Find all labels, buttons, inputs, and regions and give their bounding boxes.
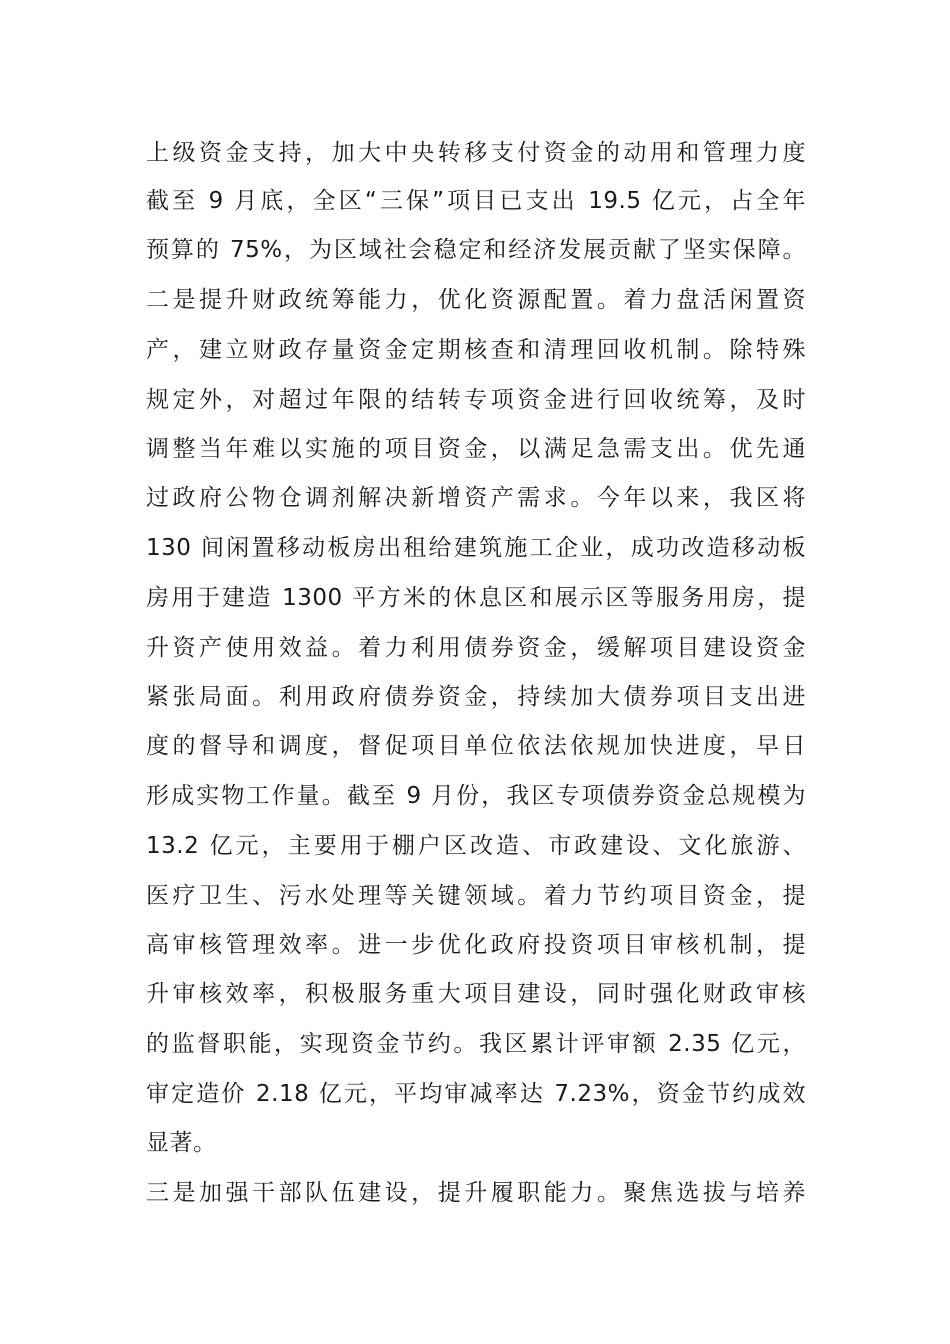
paragraph-line: 二是提升财政统筹能力，优化资源配置。着力盘活闲置资 xyxy=(146,287,806,313)
paragraph-line: 截至 9 月底，全区“三保”项目已支出 19.5 亿元，占全年 xyxy=(146,188,806,214)
paragraph-line: 调整当年难以实施的项目资金，以满足急需支出。优先通 xyxy=(146,436,806,462)
paragraph-line: 度的督导和调度，督促项目单位依法依规加快进度，早日 xyxy=(146,733,806,759)
paragraph-line: 医疗卫生、污水处理等关键领域。着力节约项目资金，提 xyxy=(146,883,806,909)
paragraph-line: 产，建立财政存量资金定期核查和清理回收机制。除特殊 xyxy=(146,337,806,363)
paragraph-line: 130 间闲置移动板房出租给建筑施工企业，成功改造移动板 xyxy=(146,535,806,561)
paragraph-line: 三是加强干部队伍建设，提升履职能力。聚焦选拔与培养 xyxy=(146,1180,806,1206)
paragraph-line: 升资产使用效益。着力利用债券资金，缓解项目建设资金 xyxy=(146,635,806,661)
paragraph-line: 显著。 xyxy=(146,1130,217,1156)
paragraph-line: 高审核管理效率。进一步优化政府投资项目审核机制，提 xyxy=(146,932,806,958)
paragraph-line: 房用于建造 1300 平方米的休息区和展示区等服务用房，提 xyxy=(146,585,806,611)
paragraph-line: 审定造价 2.18 亿元，平均审减率达 7.23%，资金节约成效 xyxy=(146,1081,806,1107)
paragraph-line: 预算的 75%，为区域社会稳定和经济发展贡献了坚实保障。 xyxy=(146,237,806,263)
paragraph-line: 升审核效率，积极服务重大项目建设，同时强化财政审核 xyxy=(146,981,806,1007)
paragraph-line: 规定外，对超过年限的结转专项资金进行回收统筹，及时 xyxy=(146,387,806,413)
paragraph-line: 过政府公物仓调剂解决新增资产需求。今年以来，我区将 xyxy=(146,485,806,511)
paragraph-line: 13.2 亿元，主要用于棚户区改造、市政建设、文化旅游、 xyxy=(146,833,806,859)
paragraph-line: 上级资金支持，加大中央转移支付资金的动用和管理力度 xyxy=(146,140,806,166)
paragraph-line: 形成实物工作量。截至 9 月份，我区专项债券资金总规模为 xyxy=(146,783,806,809)
paragraph-line: 紧张局面。利用政府债券资金，持续加大债券项目支出进 xyxy=(146,684,806,710)
paragraph-line: 的监督职能，实现资金节约。我区累计评审额 2.35 亿元， xyxy=(146,1031,806,1057)
